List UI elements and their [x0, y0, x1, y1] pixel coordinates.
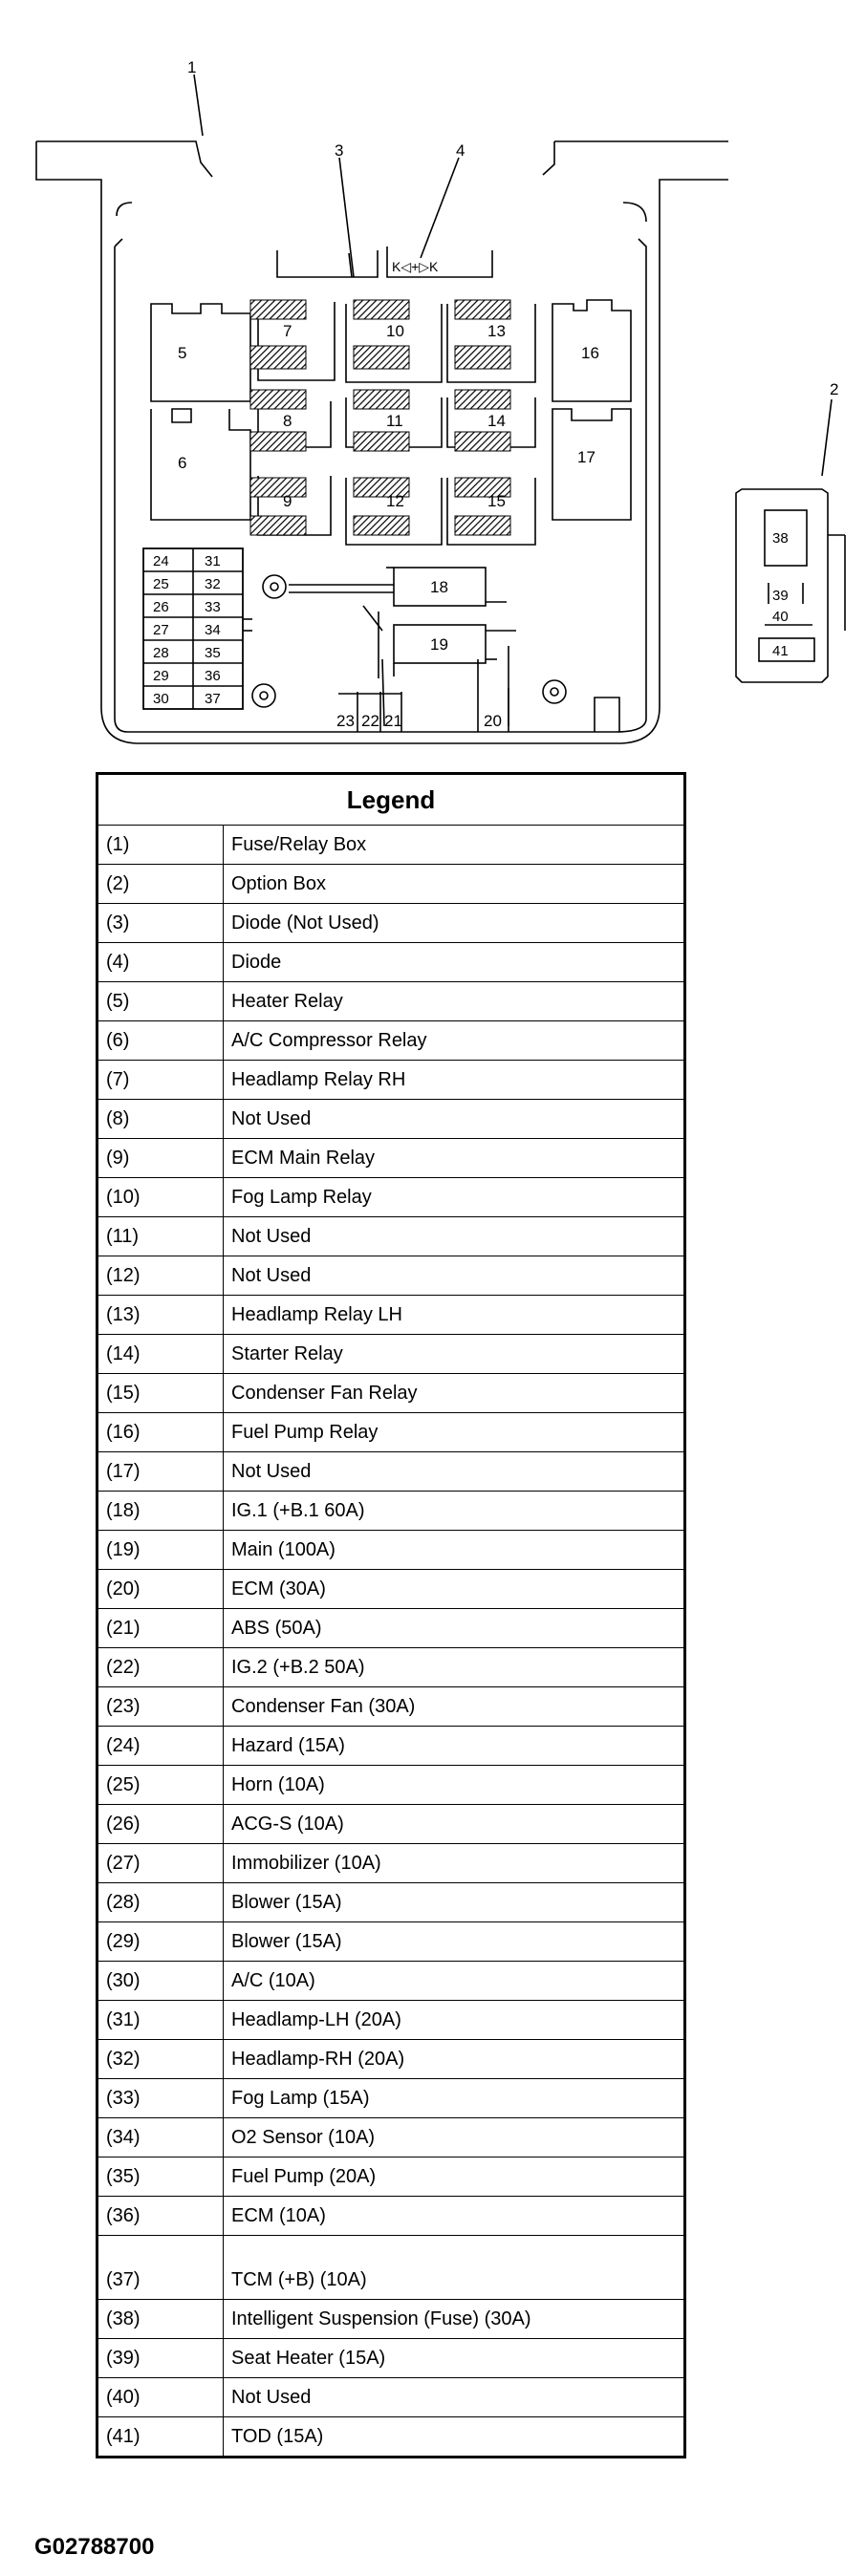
fuse-34: 34	[205, 622, 221, 638]
legend-description: Headlamp Relay LH	[224, 1296, 685, 1335]
legend-number: (35)	[97, 2157, 224, 2197]
legend-description: ACG-S (10A)	[224, 1805, 685, 1844]
legend-number: (2)	[97, 865, 224, 904]
legend-description: Seat Heater (15A)	[224, 2339, 685, 2378]
bolt-1	[263, 575, 286, 598]
legend-number: (3)	[97, 904, 224, 943]
legend-row	[97, 1727, 685, 1766]
legend-row	[97, 1100, 685, 1139]
legend-description: Fog Lamp Relay	[224, 1178, 685, 1217]
relay-15: 15	[487, 492, 506, 510]
legend-description: Condenser Fan Relay	[224, 1374, 685, 1413]
legend-row	[97, 2157, 685, 2197]
bolt-2	[252, 684, 275, 707]
legend-number: (28)	[97, 1883, 224, 1922]
relay-12: 12	[386, 492, 404, 510]
legend-row	[97, 1687, 685, 1727]
legend-number: (20)	[97, 1570, 224, 1609]
legend-number: (29)	[97, 1922, 224, 1962]
callout-4: 4	[456, 141, 465, 160]
legend-description: Fog Lamp (15A)	[224, 2079, 685, 2118]
legend-description: Condenser Fan (30A)	[224, 1687, 685, 1727]
legend-number: (31)	[97, 2001, 224, 2040]
legend-description: Diode	[224, 943, 685, 982]
legend-description: IG.2 (+B.2 50A)	[224, 1648, 685, 1687]
legend-description: Intelligent Suspension (Fuse) (30A)	[224, 2300, 685, 2339]
fuse-37: 37	[205, 691, 221, 707]
fuse-23: 23	[336, 712, 355, 730]
legend-number: (22)	[97, 1648, 224, 1687]
legend-number: (12)	[97, 1256, 224, 1296]
legend-description: Fuel Pump Relay	[224, 1413, 685, 1452]
legend-number: (18)	[97, 1492, 224, 1531]
legend-row	[97, 1021, 685, 1061]
legend-description: Not Used	[224, 2378, 685, 2417]
legend-description: Headlamp-RH (20A)	[224, 2040, 685, 2079]
legend-description: ECM Main Relay	[224, 1139, 685, 1178]
legend-description: IG.1 (+B.1 60A)	[224, 1492, 685, 1531]
fuse-32: 32	[205, 576, 221, 592]
legend-number: (4)	[97, 943, 224, 982]
legend-number: (7)	[97, 1061, 224, 1100]
legend-row	[97, 2417, 685, 2458]
fuse-21: 21	[384, 712, 402, 730]
legend-row	[97, 1962, 685, 2001]
legend-number: (19)	[97, 1531, 224, 1570]
legend-description: ABS (50A)	[224, 1609, 685, 1648]
legend-number: (33)	[97, 2079, 224, 2118]
legend-row	[97, 1217, 685, 1256]
fuse-30: 30	[153, 691, 169, 707]
legend-row	[97, 1883, 685, 1922]
legend-description: Not Used	[224, 1452, 685, 1492]
relay-16: 16	[581, 344, 599, 362]
legend-row	[97, 2079, 685, 2118]
legend-description: Diode (Not Used)	[224, 904, 685, 943]
fuse-relay-box-diagram	[0, 0, 866, 764]
legend-description: Immobilizer (10A)	[224, 1844, 685, 1883]
legend-number: (39)	[97, 2339, 224, 2378]
legend-number: (17)	[97, 1452, 224, 1492]
relay-8: 8	[283, 412, 292, 430]
legend-row	[97, 1531, 685, 1570]
legend-number: (41)	[97, 2417, 224, 2458]
legend-row	[97, 2001, 685, 2040]
legend-description: Not Used	[224, 1100, 685, 1139]
legend-description: Horn (10A)	[224, 1766, 685, 1805]
legend-description: Hazard (15A)	[224, 1727, 685, 1766]
legend-row	[97, 2118, 685, 2157]
legend-row	[97, 1805, 685, 1844]
legend-row	[97, 2040, 685, 2079]
legend-number: (30)	[97, 1962, 224, 2001]
relay-7: 7	[283, 322, 292, 340]
legend-number: (23)	[97, 1687, 224, 1727]
legend-row	[97, 1492, 685, 1531]
legend-row	[97, 1766, 685, 1805]
legend-row	[97, 1139, 685, 1178]
fuse-40: 40	[772, 609, 789, 625]
fuse-35: 35	[205, 645, 221, 661]
legend-number: (38)	[97, 2300, 224, 2339]
legend-description: Main (100A)	[224, 1531, 685, 1570]
legend-row	[97, 1296, 685, 1335]
legend-row	[97, 1335, 685, 1374]
fuse-25: 25	[153, 576, 169, 592]
legend-title: Legend	[97, 774, 685, 826]
relay-10: 10	[386, 322, 404, 340]
legend-row	[97, 2236, 685, 2300]
legend-number: (27)	[97, 1844, 224, 1883]
legend-number: (15)	[97, 1374, 224, 1413]
legend-number: (11)	[97, 1217, 224, 1256]
legend-row	[97, 2197, 685, 2236]
legend-row	[97, 1452, 685, 1492]
fuse-26: 26	[153, 599, 169, 615]
legend-number: (34)	[97, 2118, 224, 2157]
legend-row	[97, 2300, 685, 2339]
fuse-20: 20	[484, 712, 502, 730]
legend-description: Blower (15A)	[224, 1922, 685, 1962]
relay-5: 5	[178, 344, 187, 362]
fuse-22: 22	[361, 712, 379, 730]
legend-description: Starter Relay	[224, 1335, 685, 1374]
relay-14: 14	[487, 412, 506, 430]
legend-row	[97, 1648, 685, 1687]
legend-row	[97, 1570, 685, 1609]
fuse-24: 24	[153, 553, 169, 569]
legend-description: A/C (10A)	[224, 1962, 685, 2001]
legend-row	[97, 1413, 685, 1452]
legend-row	[97, 982, 685, 1021]
legend-description: Fuel Pump (20A)	[224, 2157, 685, 2197]
fuse-19: 19	[430, 635, 448, 654]
bolt-3	[543, 680, 566, 703]
relay-13: 13	[487, 322, 506, 340]
legend-description: Heater Relay	[224, 982, 685, 1021]
legend-row	[97, 826, 685, 865]
legend-description: O2 Sensor (10A)	[224, 2118, 685, 2157]
fuse-38: 38	[772, 530, 789, 547]
fuse-39: 39	[772, 588, 789, 604]
legend-description: TCM (+B) (10A)	[224, 2236, 685, 2300]
legend-number: (21)	[97, 1609, 224, 1648]
legend-number: (32)	[97, 2040, 224, 2079]
fuse-36: 36	[205, 668, 221, 684]
legend-number: (6)	[97, 1021, 224, 1061]
legend-number: (16)	[97, 1413, 224, 1452]
callout-3: 3	[335, 141, 344, 160]
legend-number: (26)	[97, 1805, 224, 1844]
legend-body	[97, 826, 685, 2458]
legend-row	[97, 943, 685, 982]
legend-row	[97, 1844, 685, 1883]
legend-row	[97, 1256, 685, 1296]
legend-row	[97, 1061, 685, 1100]
legend-row	[97, 904, 685, 943]
relay-17: 17	[577, 448, 595, 466]
legend-number: (40)	[97, 2378, 224, 2417]
fuse-31: 31	[205, 553, 221, 569]
legend-description: Fuse/Relay Box	[224, 826, 685, 865]
fuse-33: 33	[205, 599, 221, 615]
fuse-29: 29	[153, 668, 169, 684]
legend-row	[97, 2339, 685, 2378]
legend-description: Headlamp-LH (20A)	[224, 2001, 685, 2040]
legend-number: (9)	[97, 1139, 224, 1178]
legend-description: Option Box	[224, 865, 685, 904]
relay-11: 11	[386, 412, 403, 430]
legend-number: (13)	[97, 1296, 224, 1335]
callout-1: 1	[187, 58, 197, 76]
fuse-28: 28	[153, 645, 169, 661]
legend-number: (14)	[97, 1335, 224, 1374]
legend-number: (10)	[97, 1178, 224, 1217]
legend-row	[97, 1178, 685, 1217]
legend-row	[97, 1609, 685, 1648]
legend-description: ECM (10A)	[224, 2197, 685, 2236]
legend-number: (24)	[97, 1727, 224, 1766]
fuse-41: 41	[772, 643, 789, 659]
legend-description: Blower (15A)	[224, 1883, 685, 1922]
legend-number: (36)	[97, 2197, 224, 2236]
fuse-27: 27	[153, 622, 169, 638]
legend-description: Not Used	[224, 1217, 685, 1256]
legend-row	[97, 2378, 685, 2417]
legend-table	[96, 772, 686, 2458]
legend-number: (1)	[97, 826, 224, 865]
legend-row	[97, 1374, 685, 1413]
fuse-18: 18	[430, 578, 448, 596]
relay-6: 6	[178, 454, 187, 472]
legend-row	[97, 1922, 685, 1962]
diode-symbol: K◁+▷K	[392, 259, 439, 274]
legend-number: (8)	[97, 1100, 224, 1139]
legend-description: Not Used	[224, 1256, 685, 1296]
legend-number: (25)	[97, 1766, 224, 1805]
figure-code: G02788700	[34, 2534, 155, 2560]
callout-2: 2	[830, 380, 839, 398]
legend-description: Headlamp Relay RH	[224, 1061, 685, 1100]
legend-number: (37)	[97, 2236, 224, 2300]
legend-row	[97, 865, 685, 904]
legend-description: A/C Compressor Relay	[224, 1021, 685, 1061]
legend-description: TOD (15A)	[224, 2417, 685, 2458]
legend-number: (5)	[97, 982, 224, 1021]
legend-description: ECM (30A)	[224, 1570, 685, 1609]
relay-9: 9	[283, 492, 292, 510]
